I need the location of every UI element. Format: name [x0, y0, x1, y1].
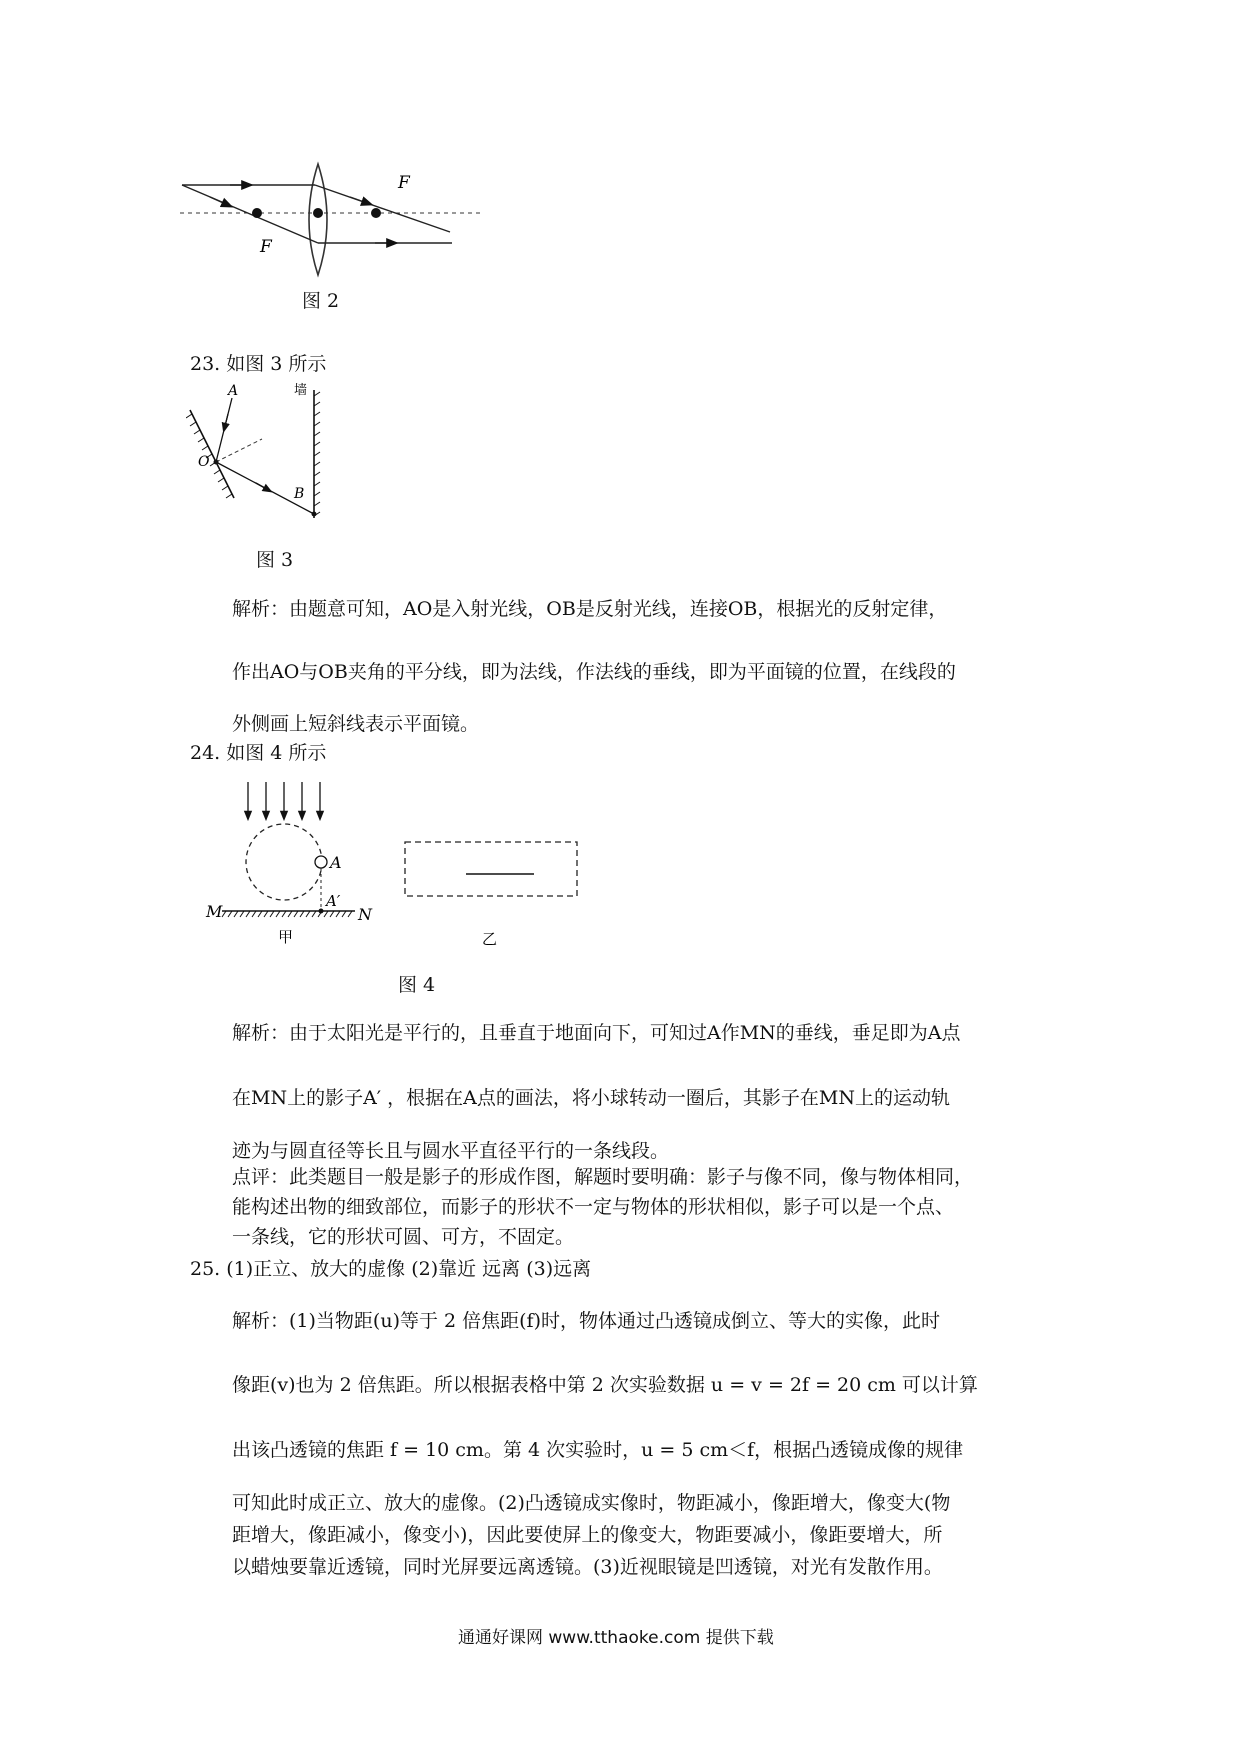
fig2-label-f-bottom: F [260, 237, 272, 257]
q25-heading: 25. (1)正立、放大的虚像 (2)靠近 远离 (3)远离 [190, 1258, 592, 1280]
q25-analysis-line-1: 解析：(1)当物距(u)等于 2 倍焦距(f)时，物体通过凸透镜成倒立、等大的实像，此时 [232, 1310, 941, 1332]
q24-analysis-line-2: 在MN上的影子A′ ，根据在A点的画法，将小球转动一圈后，其影子在MN上的运动轨 [232, 1087, 950, 1109]
q24-comment-line-3: 一条线，它的形状可圆、可方，不固定。 [232, 1226, 575, 1248]
figure-4-shadow-diagram [200, 780, 590, 955]
fig3-label-o: O [198, 454, 210, 470]
q25-analysis-line-2: 像距(v)也为 2 倍焦距。所以根据表格中第 2 次实验数据 u = v = 2f = 20 cm 可以计算 [232, 1374, 978, 1396]
q23-analysis-line-2: 作出AO与OB夹角的平分线，即为法线，作法线的垂线，即为平面镜的位置，在线段的 [232, 661, 956, 683]
fig3-label-wall: 墙 [294, 383, 308, 398]
footer-watermark: 通通好课网 www.tthaoke.com 提供下载 [458, 1628, 774, 1648]
q24-heading: 24. 如图 4 所示 [190, 742, 327, 764]
q25-analysis-line-6: 以蜡烛要靠近透镜，同时光屏要远离透镜。(3)近视眼镜是凹透镜，对光有发散作用。 [232, 1556, 943, 1578]
fig4-label-n: N [358, 905, 372, 924]
fig3-label-b: B [294, 486, 305, 502]
q23-heading: 23. 如图 3 所示 [190, 353, 327, 375]
fig4-label-a-prime: A′ [326, 892, 341, 910]
figure-2-caption: 图 2 [302, 290, 340, 312]
fig4-label-m: M [206, 902, 223, 921]
q23-analysis-line-1: 解析：由题意可知，AO是入射光线，OB是反射光线，连接OB，根据光的反射定律， [232, 598, 948, 620]
q25-analysis-line-3: 出该凸透镜的焦距 f = 10 cm。第 4 次实验时，u = 5 cm＜f，根据凸透镜成像的规律 [232, 1439, 964, 1461]
fig4-label-jia: 甲 [278, 928, 294, 946]
figure-3-reflection-diagram [186, 380, 336, 530]
figure-4-caption: 图 4 [398, 974, 436, 996]
q23-analysis-line-3: 外侧画上短斜线表示平面镜。 [232, 713, 480, 735]
figure-3-caption: 图 3 [256, 549, 294, 571]
q24-comment-line-2: 能构述出物的细致部位，而影子的形状不一定与物体的形状相似，影子可以是一个点、 [232, 1196, 955, 1218]
fig4-label-yi: 乙 [482, 930, 498, 948]
fig3-label-a: A [228, 383, 239, 399]
figure-2-lens-diagram [180, 160, 480, 280]
fig4-label-a: A [330, 853, 342, 872]
fig2-label-f-top: F [398, 173, 410, 193]
q25-analysis-line-5: 距增大，像距减小，像变小)，因此要使屏上的像变大，物距要减小，像距要增大，所 [232, 1524, 943, 1546]
q24-analysis-line-1: 解析：由于太阳光是平行的，且垂直于地面向下，可知过A作MN的垂线，垂足即为A点 [232, 1022, 961, 1044]
q24-comment-line-1: 点评：此类题目一般是影子的形成作图，解题时要明确：影子与像不同，像与物体相同， [232, 1166, 974, 1188]
q25-analysis-line-4: 可知此时成正立、放大的虚像。(2)凸透镜成实像时，物距减小，像距增大，像变大(物 [232, 1492, 951, 1514]
q24-analysis-line-3: 迹为与圆直径等长且与圆水平直径平行的一条线段。 [232, 1140, 670, 1162]
